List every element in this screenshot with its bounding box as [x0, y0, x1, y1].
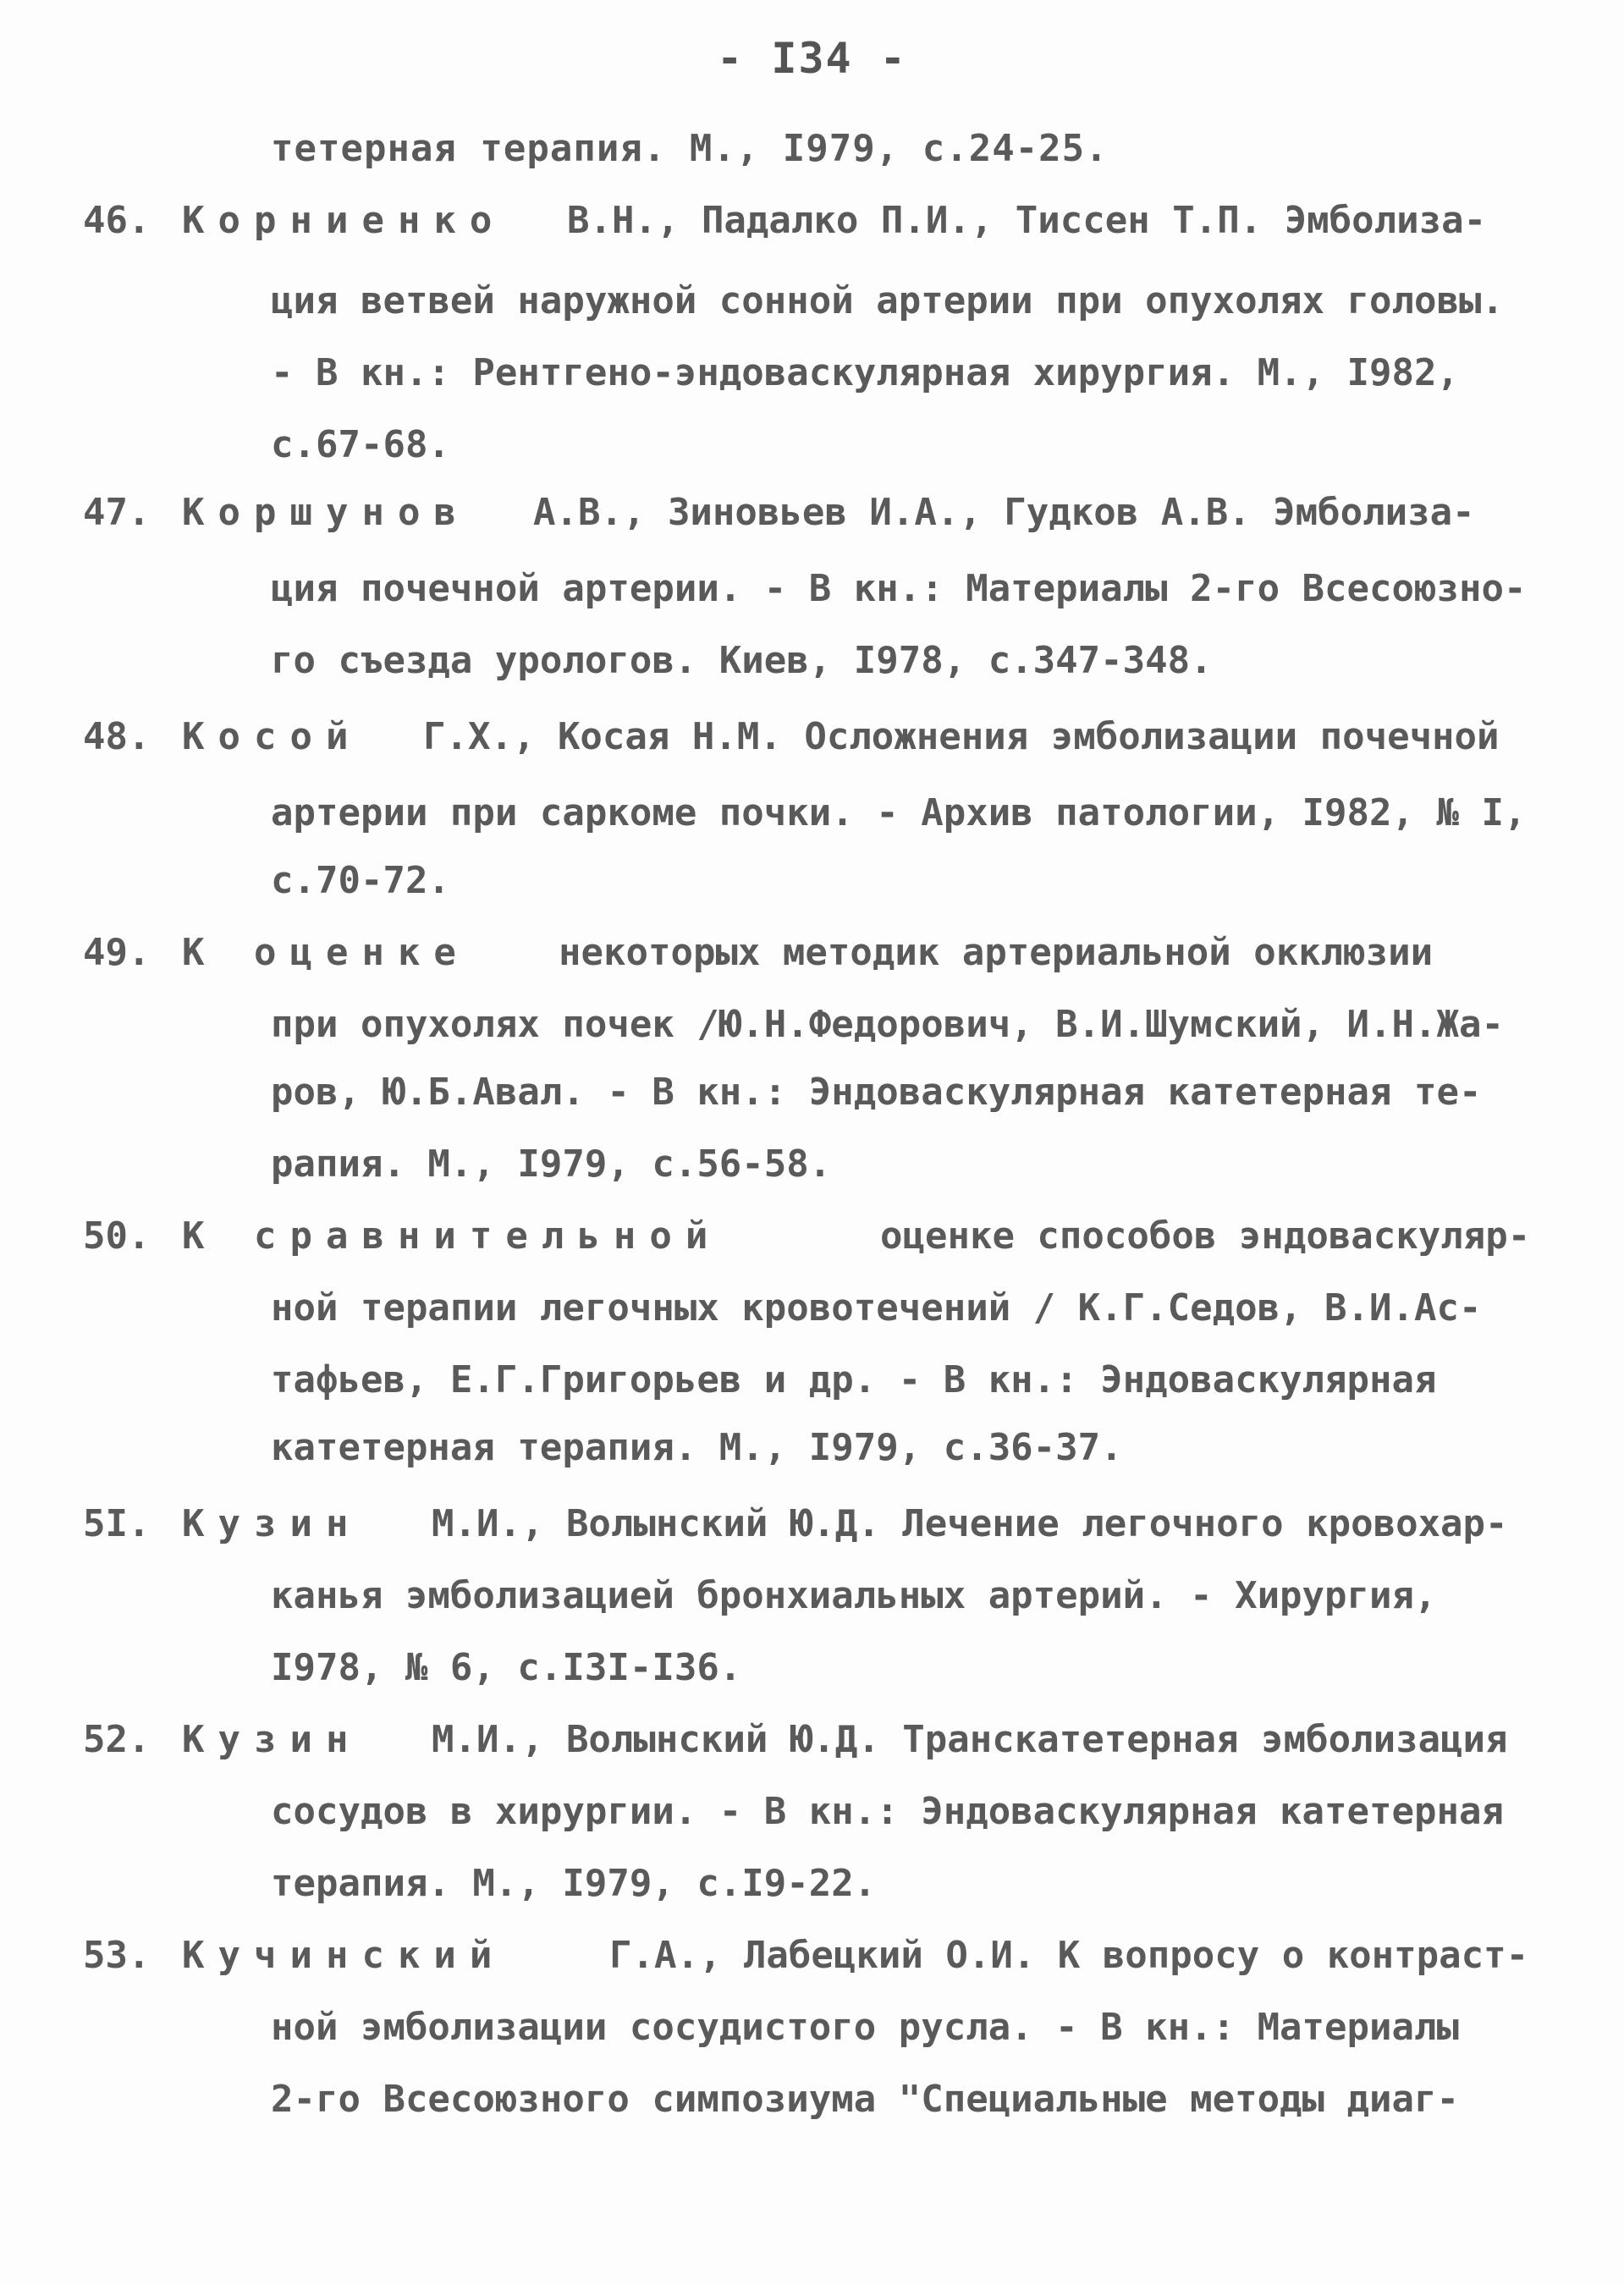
entry-author: К сравнительной [182, 1214, 722, 1258]
page-number: - I34 - [717, 34, 907, 83]
entry-line: ция почечной артерии. - В кн.: Материалы 2-го Всесоюзно- [271, 567, 1527, 610]
entry-text: В.Н., Падалко П.И., Тиссен Т.П. Эмболиза- [567, 199, 1487, 242]
entry-line: I978, № 6, с.I3I-I36. [271, 1646, 742, 1689]
entry-text: М.И., Волынский Ю.Д. Транскатетерная эмболизация [432, 1718, 1508, 1761]
entry-author: Кучинский [182, 1934, 506, 1977]
entry-author: Косой [182, 715, 362, 758]
entry-line: с.67-68. [271, 423, 450, 466]
entry-number: 46. [83, 199, 151, 242]
entry-line: сосудов в хирургии. - В кн.: Эндоваскулярная катетерная [271, 1790, 1504, 1833]
entry-line: го съезда урологов. Киев, I978, с.347-348. [271, 639, 1213, 682]
entry-number: 49. [83, 931, 151, 974]
entry-author: К оценке [182, 931, 470, 974]
entry-line: тафьев, Е.Г.Григорьев и др. - В кн.: Эндоваскулярная [271, 1358, 1437, 1401]
entry-line: - В кн.: Рентгено-эндоваскулярная хирургия. М., I982, [271, 351, 1459, 394]
entry-text: Г.Х., Косая Н.М. Осложнения эмболизации почечной [423, 715, 1500, 758]
entry-line: ной терапии легочных кровотечений / К.Г.Седов, В.И.Ас- [271, 1286, 1482, 1330]
entry-line: ция ветвей наружной сонной артерии при опухолях головы. [271, 279, 1504, 322]
entry-text: некоторых методик артериальной окклюзии [559, 931, 1434, 974]
entry-text: А.В., Зиновьев И.А., Гудков А.В. Эмболиза- [533, 491, 1475, 534]
entry-line: ной эмболизации сосудистого русла. - В кн.: Материалы [271, 2006, 1459, 2049]
entry-number: 53. [83, 1934, 151, 1977]
entry-line: 2-го Всесоюзного симпозиума "Специальные методы диаг- [271, 2078, 1459, 2121]
entry-number: 52. [83, 1718, 151, 1761]
entry-text: М.И., Волынский Ю.Д. Лечение легочного кровохар- [432, 1502, 1508, 1545]
entry-number: 50. [83, 1214, 151, 1258]
entry-line: с.70-72. [271, 859, 450, 902]
entry-line: ров, Ю.Б.Авал. - В кн.: Эндоваскулярная катетерная те- [271, 1071, 1482, 1114]
entry-author: Кузин [182, 1718, 362, 1761]
entry-number: 48. [83, 715, 151, 758]
entry-author: Корниенко [182, 199, 506, 242]
entry-line: катетерная терапия. М., I979, с.36-37. [271, 1426, 1123, 1469]
entry-line: артерии при саркоме почки. - Архив патологии, I982, № I, [271, 791, 1527, 834]
entry-number: 47. [83, 491, 151, 534]
entry-line: канья эмболизацией бронхиальных артерий. - Хирургия, [271, 1574, 1437, 1617]
entry-continuation-line: тетерная терапия. М., I979, с.24-25. [271, 127, 1109, 170]
entry-author: Коршунов [182, 491, 470, 534]
entry-line: рапия. М., I979, с.56-58. [271, 1142, 832, 1186]
entry-number: 5I. [83, 1502, 151, 1545]
entry-author: Кузин [182, 1502, 362, 1545]
entry-line: при опухолях почек /Ю.Н.Федорович, В.И.Шумский, И.Н.Жа- [271, 1003, 1504, 1046]
entry-text: оценке способов эндоваскуляр- [880, 1214, 1531, 1258]
entry-line: терапия. М., I979, с.I9-22. [271, 1862, 877, 1905]
entry-text: Г.А., Лабецкий О.И. К вопросу о контраст- [609, 1934, 1529, 1977]
